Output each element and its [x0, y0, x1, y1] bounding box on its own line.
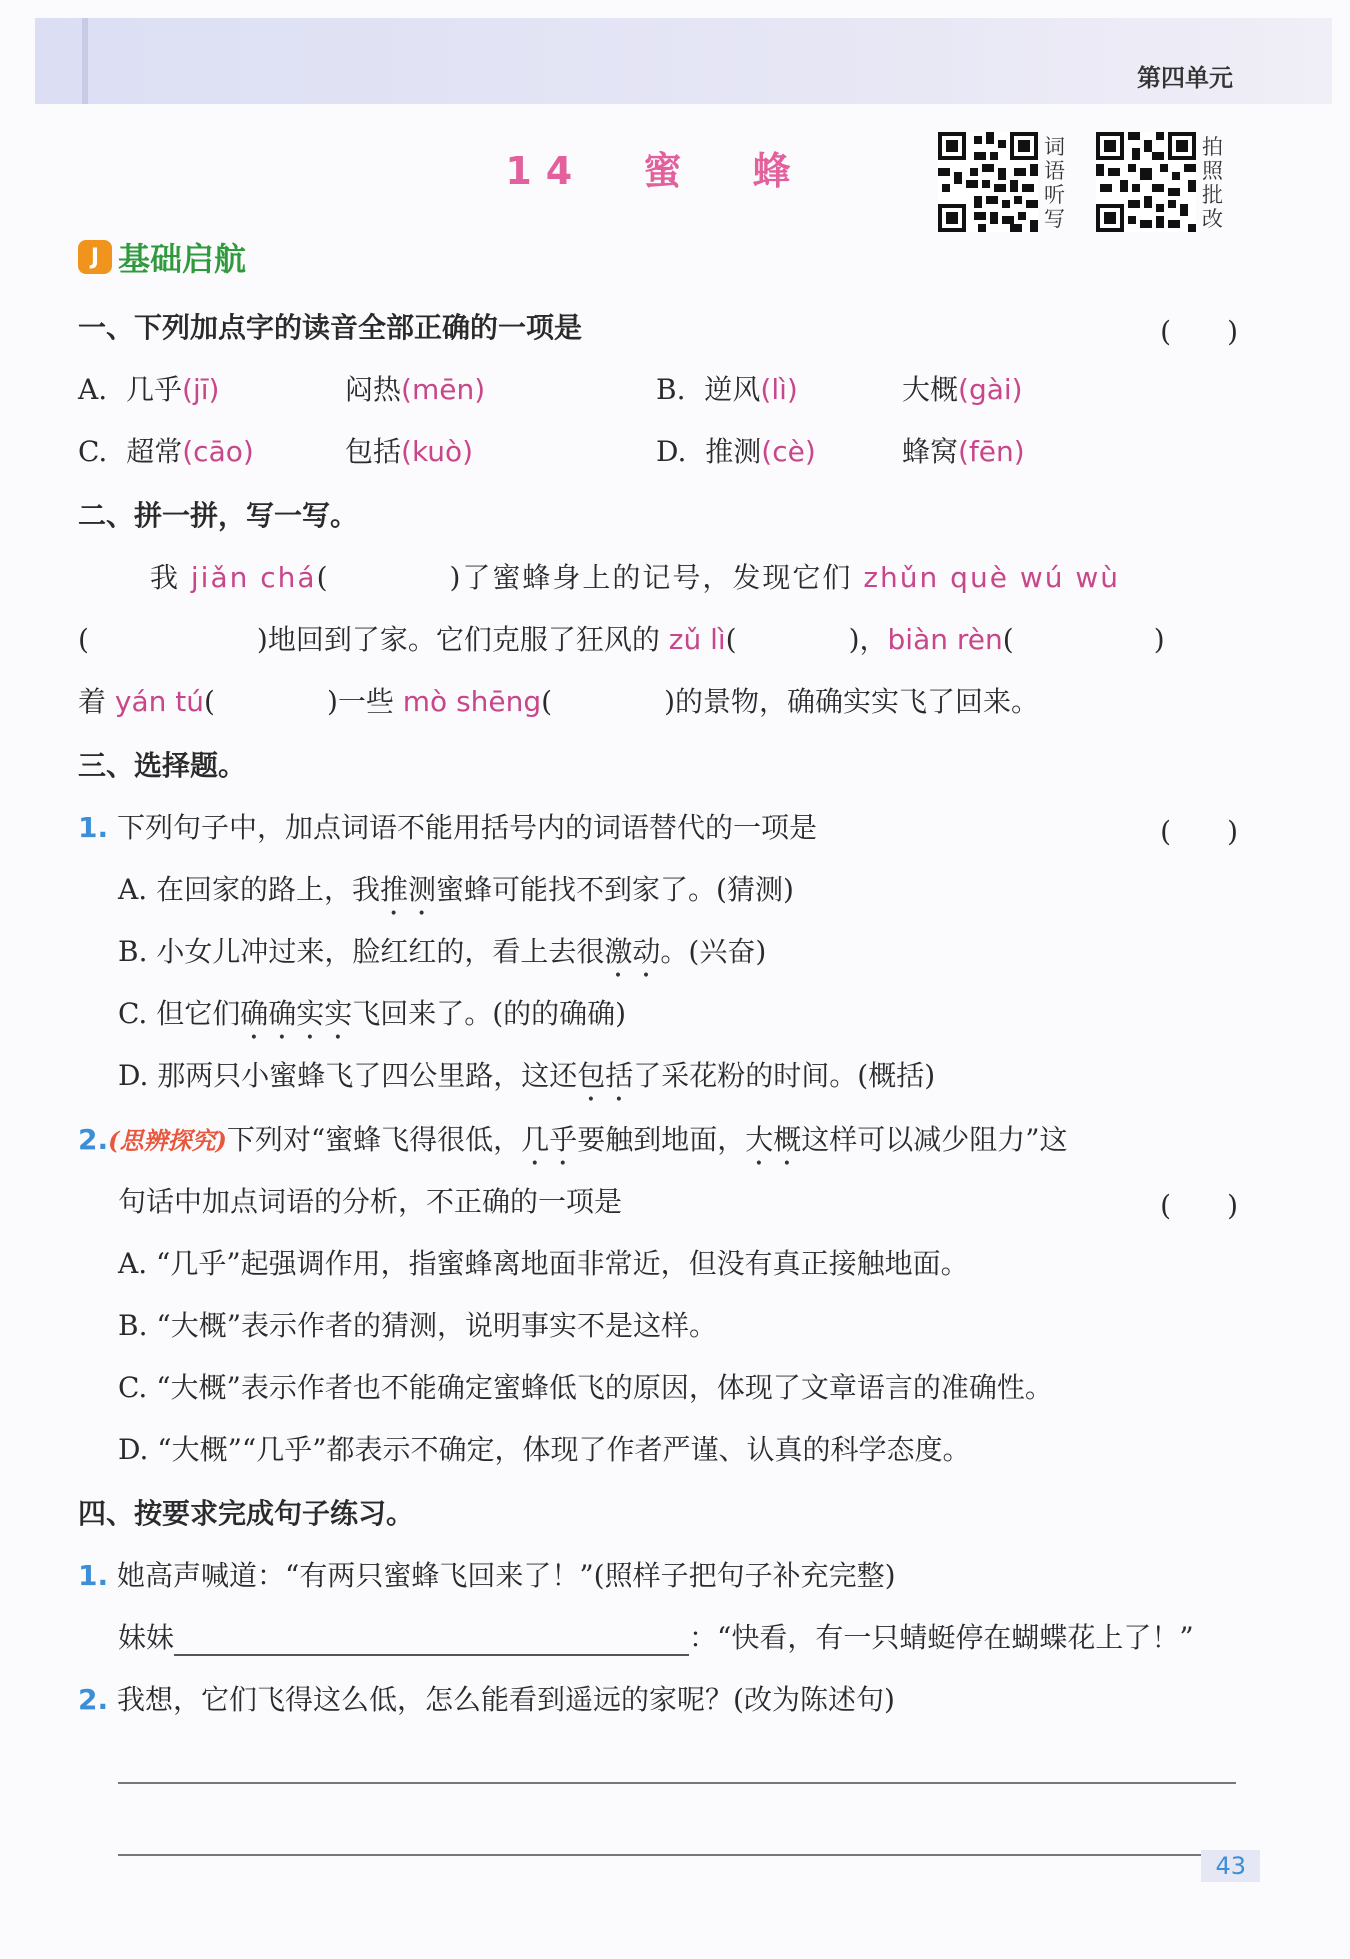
option-letter: D.	[656, 435, 687, 468]
q3-item-2-option-d[interactable]: D. “大概”“几乎”都表示不确定，体现了作者严谨、认真的科学态度。	[118, 1433, 971, 1466]
dotted-word: 推测	[380, 873, 437, 906]
option-text: A. 在回家的路上，我	[118, 873, 381, 906]
blank[interactable]: ( )，	[725, 623, 888, 656]
pinyin-prompt: mò shēng	[402, 685, 542, 718]
option-letter: A.	[78, 373, 108, 406]
q3-item-1-option-b[interactable]	[118, 934, 766, 984]
q3-item-2-stem	[78, 1122, 1068, 1172]
text: 我	[150, 561, 191, 594]
option-text: B. 小女儿冲过来，脸红红的，看上去很	[118, 935, 605, 968]
dotted-word: 激动	[604, 935, 661, 968]
q1-option-b[interactable]	[656, 372, 798, 408]
blank[interactable]: ( )	[1002, 623, 1165, 656]
option-text: 了采花粉的时间。(概括)	[633, 1059, 936, 1092]
pinyin-prompt: yán tú	[114, 685, 205, 718]
q1-option-a[interactable]	[78, 372, 219, 408]
q2-line-2	[78, 622, 1165, 658]
item-number: 1.	[78, 811, 109, 844]
option-word: 闷热	[345, 373, 402, 406]
pinyin-prompt: jiǎn chá	[190, 561, 317, 594]
item-text: 我想，它们飞得这么低，怎么能看到遥远的家呢？(改为陈述句)	[117, 1683, 895, 1716]
question-1-title: 一、下列加点字的读音全部正确的一项是	[78, 311, 583, 344]
q3-item-2-option-c[interactable]: C. “大概”表示作者也不能确定蜜蜂低飞的原因，体现了文章语言的准确性。	[118, 1371, 1053, 1404]
option-word: 大概	[902, 373, 959, 406]
critical-thinking-tag: (思辨探究)	[108, 1126, 227, 1155]
option-pinyin: (fēn)	[958, 435, 1025, 468]
item-stem: 下列句子中，加点词语不能用括号内的词语替代的一项是	[117, 811, 818, 844]
item-number: 2.	[78, 1683, 109, 1716]
q3-item-2-option-a[interactable]: A. “几乎”起强调作用，指蜜蜂离地面非常近，但没有真正接触地面。	[118, 1247, 969, 1280]
option-text: 。(兴奋)	[660, 935, 767, 968]
fill-in-blank[interactable]	[174, 1626, 689, 1656]
option-pinyin: (jī)	[182, 373, 220, 406]
dotted-word: 包括	[577, 1059, 634, 1092]
blank-and-text[interactable]: ( )一些	[204, 685, 403, 718]
page-number: 43	[1201, 1850, 1260, 1882]
option-text: 飞回来了。(的的确确)	[352, 997, 627, 1030]
dotted-word: 大概	[745, 1123, 802, 1156]
qr-code-dictation[interactable]	[938, 132, 1038, 232]
dotted-word: 确确实实	[240, 997, 353, 1030]
option-pinyin: (gài)	[958, 373, 1023, 406]
pinyin-prompt: zǔ lì	[668, 623, 726, 656]
q2-line-1	[150, 560, 1120, 596]
option-word: 蜂窝	[902, 435, 959, 468]
option-word: 推测	[705, 435, 762, 468]
q3-item-1-answer-paren[interactable]: ( )	[1160, 815, 1238, 848]
blank-and-text[interactable]: ( )的景物，确确实实飞了回来。	[541, 685, 1040, 718]
q1-option-c-second	[345, 434, 473, 470]
blank-and-text[interactable]: ( )地回到了家。它们克服了狂风的	[78, 623, 669, 656]
q3-item-1-option-a[interactable]	[118, 872, 794, 922]
option-word: 几乎	[126, 373, 183, 406]
item-stem: 这样可以减少阻力”这	[801, 1123, 1068, 1156]
q4-item-1	[78, 1558, 896, 1594]
question-4-title: 四、按要求完成句子练习。	[78, 1497, 415, 1530]
qr-code-photo-check[interactable]	[1096, 132, 1196, 232]
q1-option-c[interactable]	[78, 434, 254, 470]
q1-option-d-second	[902, 434, 1025, 470]
pinyin-prompt: zhǔn què wú wù	[863, 561, 1121, 594]
option-letter: C.	[78, 435, 108, 468]
question-3-title: 三、选择题。	[78, 749, 247, 782]
section-title: 基础启航	[118, 240, 247, 278]
q2-line-3	[78, 684, 1039, 720]
item-text: 她高声喊道：“有两只蜜蜂飞回来了！”(照样子把句子补充完整)	[117, 1559, 896, 1592]
q3-item-1-option-c[interactable]	[118, 996, 626, 1046]
option-pinyin: (mēn)	[401, 373, 486, 406]
option-word: 逆风	[704, 373, 761, 406]
option-text: 蜜蜂可能找不到家了。(猜测)	[436, 873, 794, 906]
q1-option-a-second	[345, 372, 485, 408]
option-text: D. 那两只小蜜蜂飞了四公里路，这还	[118, 1059, 578, 1092]
q4-item-2	[78, 1682, 895, 1718]
text: 着	[78, 685, 115, 718]
option-pinyin: (kuò)	[401, 435, 474, 468]
option-pinyin: (lì)	[760, 373, 798, 406]
q3-item-2-answer-paren[interactable]: ( )	[1160, 1189, 1238, 1222]
option-letter: B.	[656, 373, 686, 406]
q3-item-1-option-d[interactable]	[118, 1058, 935, 1108]
dotted-word: 几乎	[521, 1123, 578, 1156]
q1-option-d[interactable]	[656, 434, 816, 470]
q3-item-2-stem-line-2: 句话中加点词语的分析，不正确的一项是	[118, 1185, 623, 1218]
item-number: 2.	[78, 1123, 109, 1156]
question-1-answer-paren[interactable]: ( )	[1160, 315, 1238, 348]
header-stripe	[82, 18, 88, 104]
option-text: C. 但它们	[118, 997, 241, 1030]
item-stem: 下列对“蜜蜂飞得很低，	[226, 1123, 522, 1156]
q1-option-b-second	[902, 372, 1023, 408]
option-pinyin: (cāo)	[182, 435, 254, 468]
pinyin-prompt: biàn rèn	[887, 623, 1003, 656]
question-2-title: 二、拼一拼，写一写。	[78, 499, 359, 532]
qr-label-dictation: 词语听写	[1044, 135, 1065, 231]
answer-line-2[interactable]	[118, 1854, 1236, 1856]
fill-suffix: ：“快看，有一只蜻蜓停在蝴蝶花上了！”	[689, 1621, 1194, 1654]
fill-prefix: 妹妹	[118, 1621, 175, 1654]
q3-item-2-option-b[interactable]: B. “大概”表示作者的猜测，说明事实不是这样。	[118, 1309, 718, 1342]
unit-label: 第四单元	[1137, 64, 1233, 92]
section-header	[78, 234, 246, 280]
option-pinyin: (cè)	[761, 435, 816, 468]
lesson-title: 14 蜜 蜂	[505, 149, 805, 193]
item-stem: 要触到地面，	[577, 1123, 746, 1156]
answer-line-1[interactable]	[118, 1782, 1236, 1784]
blank-and-text[interactable]: ( )了蜜蜂身上的记号，发现它们	[316, 561, 864, 594]
q3-item-1-stem	[78, 810, 817, 846]
anchor-icon: J	[78, 240, 112, 274]
q4-item-1-fill	[118, 1620, 1194, 1656]
qr-label-photo-check: 拍照批改	[1202, 135, 1223, 231]
option-word: 超常	[126, 435, 183, 468]
item-number: 1.	[78, 1559, 109, 1592]
option-word: 包括	[345, 435, 402, 468]
